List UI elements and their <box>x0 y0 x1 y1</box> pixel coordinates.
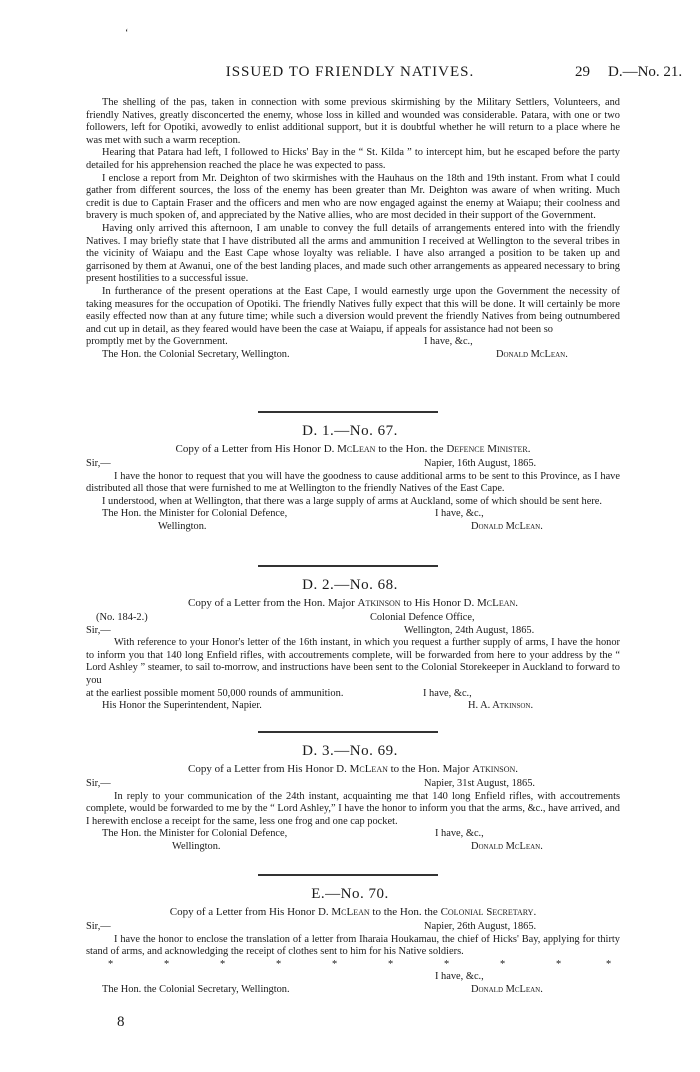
signature: H. A. Atkinson. <box>468 700 534 712</box>
letter-body-68 <box>86 612 620 713</box>
star-mark: * <box>500 958 506 970</box>
letter-heading-70: E.—No. 70. <box>311 886 389 902</box>
signature: Donald McLean. <box>471 840 543 852</box>
place-date: Napier, 16th August, 1865. <box>424 458 537 469</box>
closing: I have, &c., <box>435 508 484 520</box>
letter-body-67 <box>86 458 620 534</box>
letter-subhead-68 <box>86 597 620 609</box>
subhead-name: Atkinson <box>357 597 401 609</box>
subhead-recipient: Atkinson. <box>472 763 519 775</box>
place-date: Napier, 26th August, 1865. <box>424 921 537 932</box>
star-mark: * <box>164 958 170 970</box>
intro-closing: I have, &c., <box>424 336 473 348</box>
salutation: Sir,— <box>86 624 111 636</box>
subhead-text: Copy of a Letter from His Honor D. <box>169 906 332 918</box>
intro-signature: Donald McLean. <box>496 348 568 360</box>
closing: I have, &c., <box>435 828 484 840</box>
salutation: Sir,— <box>86 921 111 932</box>
letter-heading-67: D. 1.—No. 67. <box>302 423 398 439</box>
subhead-name: McLean <box>331 906 370 918</box>
intro-paragraph-4: Having only arrived this afternoon, I am unable to convey the full details of arrangements entered into with the friendly Natives. I may briefly state that I have distributed all the arms and ammunition I received at Wellington to the several tribes in the vicinity of Waiapu and the East Cape whose loyalty was reliable. I have also arranged a position to be taken up and garrisoned by them at Awanui, one of the best landing places, and made such other arrangements as appeared necessary to bring present hostilities to a successful issue. <box>86 222 620 285</box>
closing: I have, &c., <box>423 687 472 699</box>
recipient: His Honor the Superintendent, Napier. <box>102 700 262 712</box>
intro-paragraph-2: Hearing that Patara had left, I followed to Hicks' Bay in the “ St. Kilda ” to intercept him, but he escaped before the party detailed for his apprehension reached the place he was expected to pass. <box>86 147 620 171</box>
intro-paragraph-5: In furtherance of the present operations at the East Cape, I would earnestly urge upon the Government the necessity of taking measures for the occupation of Opotiki. The friendly Natives fully expect that this will be done. It will certainly be more easily effected now than at any future time; while such a diversion would prevent the friendly Natives from being outnumbered and cut up in detail, as they feared would have been the case at Waiapu, if appeals for assistance had not been so <box>86 285 620 335</box>
intro-paragraph-5-end: promptly met by the Government. <box>86 336 228 348</box>
place-date: Wellington, 24th August, 1865. <box>404 624 535 636</box>
document-reference: D.—No. 21. <box>608 64 683 80</box>
intro-paragraph-3: I enclose a report from Mr. Deighton of two skirmishes with the Hauhaus on the 18th and 19th instant. From what I could gather from different sources, the loss of the enemy has been greater than Mr. Deighton was aware of when writing. Much credit is due to Captain Fraser and the officers and men who are now engaged against the enemy at Waiapu; their coolness and bravery is much spoken of, and appreciated by the Native allies, who are most decided in their support of the Government. <box>86 172 620 222</box>
intro-paragraph-1: The shelling of the pas, taken in connection with some previous skirmishing by the Military Settlers, Volunteers, and friendly Natives, greatly disconcerted the enemy, whose loss in killed and wounded was considerable. Patara, with one or two followers, left for Opotiki, avowedly to enlist additional support, but it is doubtful whether he will return to a place where he was met with such a warm reception. <box>86 97 620 146</box>
letter-paragraph-end: at the earliest possible moment 50,000 rounds of ammunition. <box>86 687 344 699</box>
star-mark: * <box>444 958 450 970</box>
salutation: Sir,— <box>86 778 111 789</box>
letter-paragraph: I understood, when at Wellington, that there was a large supply of arms at Auckland, some of which should be sent here. <box>102 495 603 507</box>
divider <box>258 565 438 567</box>
intro-recipient: The Hon. the Colonial Secretary, Wellington. <box>102 348 290 360</box>
recipient-city: Wellington. <box>172 840 221 852</box>
subhead-recipient: Defence Minister. <box>446 443 531 455</box>
letter-body-70 <box>86 921 620 997</box>
star-mark: * <box>388 958 394 970</box>
letter-subhead-67 <box>86 443 620 455</box>
divider <box>258 411 438 413</box>
letter-heading-68: D. 2.—No. 68. <box>302 577 398 593</box>
recipient: The Hon. the Minister for Colonial Defence, <box>102 508 288 520</box>
intro-letter <box>86 97 620 361</box>
letter-subhead-69 <box>86 763 620 775</box>
recipient: The Hon. the Minister for Colonial Defence, <box>102 828 288 840</box>
letter-paragraph: I have the honor to request that you will have the goodness to cause additional arms to be sent to this Province, as I have distributed all those that were furnished to me at Wellington to the friendly Natives of the East Cape. <box>86 470 620 495</box>
recipient: The Hon. the Colonial Secretary, Wellington. <box>102 983 290 995</box>
page-title: ISSUED TO FRIENDLY NATIVES. <box>225 64 475 80</box>
subhead-name: McLean <box>349 763 388 775</box>
signature: Donald McLean. <box>471 520 543 532</box>
subhead-text: to His Honor D. <box>400 597 477 609</box>
subhead-text: to the Hon. the <box>375 443 447 455</box>
subhead-text: Copy of a Letter from His Honor D. <box>175 443 338 455</box>
subhead-text: Copy of a Letter from the Hon. Major <box>187 597 358 609</box>
place-date: Napier, 31st August, 1865. <box>424 778 535 789</box>
subhead-name: McLean <box>337 443 376 455</box>
letter-paragraph: I have the honor to enclose the translation of a letter from Iharaia Houkamau, the chief of Hicks' Bay, applying for thirty stand of arms, and acknowledging the receipt of clothes sent to him for his Native soldiers. <box>86 933 620 958</box>
star-mark: * <box>606 958 612 970</box>
divider <box>258 874 438 876</box>
star-mark: * <box>332 958 338 970</box>
office: Colonial Defence Office, <box>370 612 475 623</box>
closing: I have, &c., <box>435 971 484 983</box>
subhead-text: Copy of a Letter from His Honor D. <box>187 763 350 775</box>
subhead-text: to the Hon. the <box>369 906 441 918</box>
recipient-city: Wellington. <box>158 520 207 532</box>
page-number: 29 <box>575 64 590 80</box>
letter-paragraph: With reference to your Honor's letter of the 16th instant, in which you request a further supply of arms, I have the honor to inform you that 140 long Enfield rifles, with accoutrements complete, will be forwarded from here to your address by the “ Lord Ashley ” steamer, to sail to-morrow, and instructions have been sent to the Colonial Storekeeper in Auckland to forward to you <box>86 637 620 686</box>
salutation: Sir,— <box>86 458 111 469</box>
reference-number: (No. 184-2.) <box>96 612 148 623</box>
letter-subhead-70 <box>86 906 620 918</box>
subhead-recipient: McLean. <box>476 597 519 609</box>
divider <box>258 731 438 733</box>
letter-paragraph: In reply to your communication of the 24th instant, acquainting me that 140 long Enfield rifles, with accoutrements complete, would be forwarded to me by the “ Lord Ashley,” I have the honor to inform you that the arms, &c., have arrived, and I herewith enclose a receipt for the same, less one frog and one cap pocket. <box>86 790 620 827</box>
sheet-number: 8 <box>117 1014 125 1030</box>
letter-heading-69: D. 3.—No. 69. <box>302 743 398 759</box>
signature: Donald McLean. <box>471 983 543 995</box>
subhead-recipient: Colonial Secretary. <box>440 906 537 918</box>
page-mark: ‘ <box>125 28 129 39</box>
subhead-text: to the Hon. Major <box>387 763 473 775</box>
star-mark: * <box>556 958 562 970</box>
ellipsis-stars <box>86 959 620 972</box>
letter-body-69 <box>86 778 620 854</box>
star-mark: * <box>108 958 114 970</box>
star-mark: * <box>276 958 282 970</box>
star-mark: * <box>220 958 226 970</box>
